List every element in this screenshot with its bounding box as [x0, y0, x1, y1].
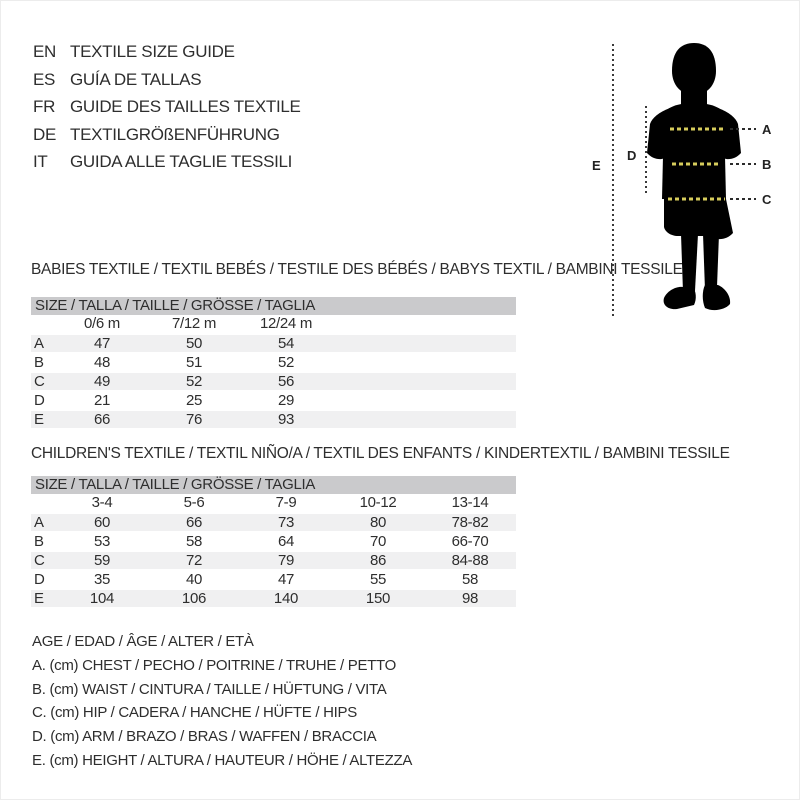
lang-code-it: IT [33, 152, 48, 171]
children-a-2: 73 [240, 513, 332, 532]
children-a-3: 80 [332, 513, 424, 532]
children-col-5-6: 5-6 [148, 494, 240, 513]
children-d-0: 35 [56, 570, 148, 589]
babies-size-header-bar: SIZE / TALLA / TAILLE / GRÖSSE / TAGLIA [31, 297, 516, 315]
children-e-4: 98 [424, 589, 516, 608]
children-row-c-label: C [31, 551, 56, 570]
children-size-table [31, 494, 516, 609]
table-row [31, 334, 516, 353]
babies-col-0-6m: 0/6 m [56, 315, 148, 334]
lang-label-de: TEXTILGRÖßENFÜHRUNG [70, 124, 280, 144]
children-c-3: 86 [332, 551, 424, 570]
lang-row-de [33, 121, 301, 149]
children-corner-cell [31, 494, 56, 513]
babies-d-2: 29 [240, 391, 332, 410]
lang-code-en: EN [33, 42, 57, 61]
children-col-13-14: 13-14 [424, 494, 516, 513]
children-row-b-label: B [31, 532, 56, 551]
children-a-1: 66 [148, 513, 240, 532]
babies-size-table [31, 315, 516, 430]
babies-b-1: 51 [148, 353, 240, 372]
children-section-title: CHILDREN'S TEXTILE / TEXTIL NIÑO/A / TEXTIL DES ENFANTS / KINDERTEXTIL / BAMBINI TESSILE [31, 445, 730, 462]
measurement-legend [32, 630, 412, 773]
lang-label-es: GUÍA DE TALLAS [70, 69, 202, 89]
babies-column-header-row [31, 315, 516, 334]
lang-label-en: TEXTILE SIZE GUIDE [70, 42, 235, 61]
lang-code-fr: FR [33, 97, 56, 116]
children-a-4: 78-82 [424, 513, 516, 532]
table-row [31, 570, 516, 589]
children-col-3-4: 3-4 [56, 494, 148, 513]
legend-age: AGE / EDAD / ÂGE / ALTER / ETÀ [32, 633, 254, 650]
table-row [31, 372, 516, 391]
children-b-0: 53 [56, 532, 148, 551]
legend-chest: A. (cm) CHEST / PECHO / POITRINE / TRUHE / PETTO [32, 656, 396, 674]
babies-col-12-24m: 12/24 m [240, 315, 332, 334]
lang-code-de: DE [33, 124, 57, 144]
children-b-1: 58 [148, 532, 240, 551]
lang-row-en [33, 38, 301, 66]
marker-label-b: B [762, 157, 772, 172]
babies-col-7-12m: 7/12 m [148, 315, 240, 334]
babies-a-0: 47 [56, 334, 148, 353]
lang-code-es: ES [33, 69, 56, 89]
table-row [31, 410, 516, 429]
children-c-0: 59 [56, 551, 148, 570]
silhouette-right-leg [703, 234, 719, 290]
silhouette-left-leg [681, 234, 698, 292]
babies-a-1: 50 [148, 334, 240, 353]
babies-e-2: 93 [240, 410, 332, 429]
silhouette-shorts [664, 199, 733, 239]
table-row [31, 532, 516, 551]
children-c-1: 72 [148, 551, 240, 570]
babies-c-0: 49 [56, 372, 148, 391]
children-b-4: 66-70 [424, 532, 516, 551]
children-e-0: 104 [56, 589, 148, 608]
children-d-4: 58 [424, 570, 516, 589]
babies-c-2: 56 [240, 372, 332, 391]
babies-row-d-label: D [31, 391, 56, 410]
table-row [31, 589, 516, 608]
children-size-header-bar: SIZE / TALLA / TAILLE / GRÖSSE / TAGLIA [31, 476, 516, 494]
babies-a-2: 54 [240, 334, 332, 353]
babies-section-title: BABIES TEXTILE / TEXTIL BEBÉS / TESTILE DES BÉBÉS / BABYS TEXTIL / BAMBINI TESSILE [31, 261, 683, 278]
lang-label-it: GUIDA ALLE TAGLIE TESSILI [70, 152, 293, 171]
children-a-0: 60 [56, 513, 148, 532]
legend-waist: B. (cm) WAIST / CINTURA / TAILLE / HÜFTUNG / VITA [32, 680, 387, 698]
babies-c-1: 52 [148, 372, 240, 391]
children-c-4: 84-88 [424, 551, 516, 570]
children-column-header-row [31, 494, 516, 513]
babies-e-1: 76 [148, 410, 240, 429]
babies-b-0: 48 [56, 353, 148, 372]
lang-row-es [33, 66, 301, 94]
legend-height: E. (cm) HEIGHT / ALTURA / HAUTEUR / HÖHE / ALTEZZA [32, 751, 413, 769]
lang-label-fr: GUIDE DES TAILLES TEXTILE [70, 97, 301, 116]
marker-label-e: E [592, 158, 601, 173]
children-d-3: 55 [332, 570, 424, 589]
silhouette-left-shoe [664, 287, 696, 309]
babies-corner-cell [31, 315, 56, 334]
children-row-a-label: A [31, 513, 56, 532]
babies-row-b-label: B [31, 353, 56, 372]
children-col-10-12: 10-12 [332, 494, 424, 513]
table-row [31, 551, 516, 570]
marker-label-c: C [762, 192, 772, 207]
marker-label-a: A [762, 122, 772, 137]
lang-row-fr [33, 93, 301, 121]
babies-row-e-label: E [31, 410, 56, 429]
babies-row-c-label: C [31, 372, 56, 391]
babies-e-0: 66 [56, 410, 148, 429]
babies-d-0: 21 [56, 391, 148, 410]
babies-d-1: 25 [148, 391, 240, 410]
legend-hip: C. (cm) HIP / CADERA / HANCHE / HÜFTE / HIPS [32, 704, 357, 722]
legend-arm: D. (cm) ARM / BRAZO / BRAS / WAFFEN / BRACCIA [32, 728, 377, 746]
babies-b-2: 52 [240, 353, 332, 372]
table-row [31, 391, 516, 410]
children-e-3: 150 [332, 589, 424, 608]
marker-label-d: D [627, 148, 637, 163]
children-b-3: 70 [332, 532, 424, 551]
children-row-d-label: D [31, 570, 56, 589]
children-e-1: 106 [148, 589, 240, 608]
babies-header-filler [332, 315, 516, 334]
children-d-2: 47 [240, 570, 332, 589]
children-row-e-label: E [31, 589, 56, 608]
children-d-1: 40 [148, 570, 240, 589]
table-row [31, 353, 516, 372]
table-row [31, 513, 516, 532]
babies-row-a-label: A [31, 334, 56, 353]
silhouette-right-shoe [703, 285, 730, 310]
children-col-7-9: 7-9 [240, 494, 332, 513]
children-b-2: 64 [240, 532, 332, 551]
language-title-list [33, 38, 301, 176]
children-e-2: 140 [240, 589, 332, 608]
lang-row-it [33, 148, 301, 176]
children-c-2: 79 [240, 551, 332, 570]
